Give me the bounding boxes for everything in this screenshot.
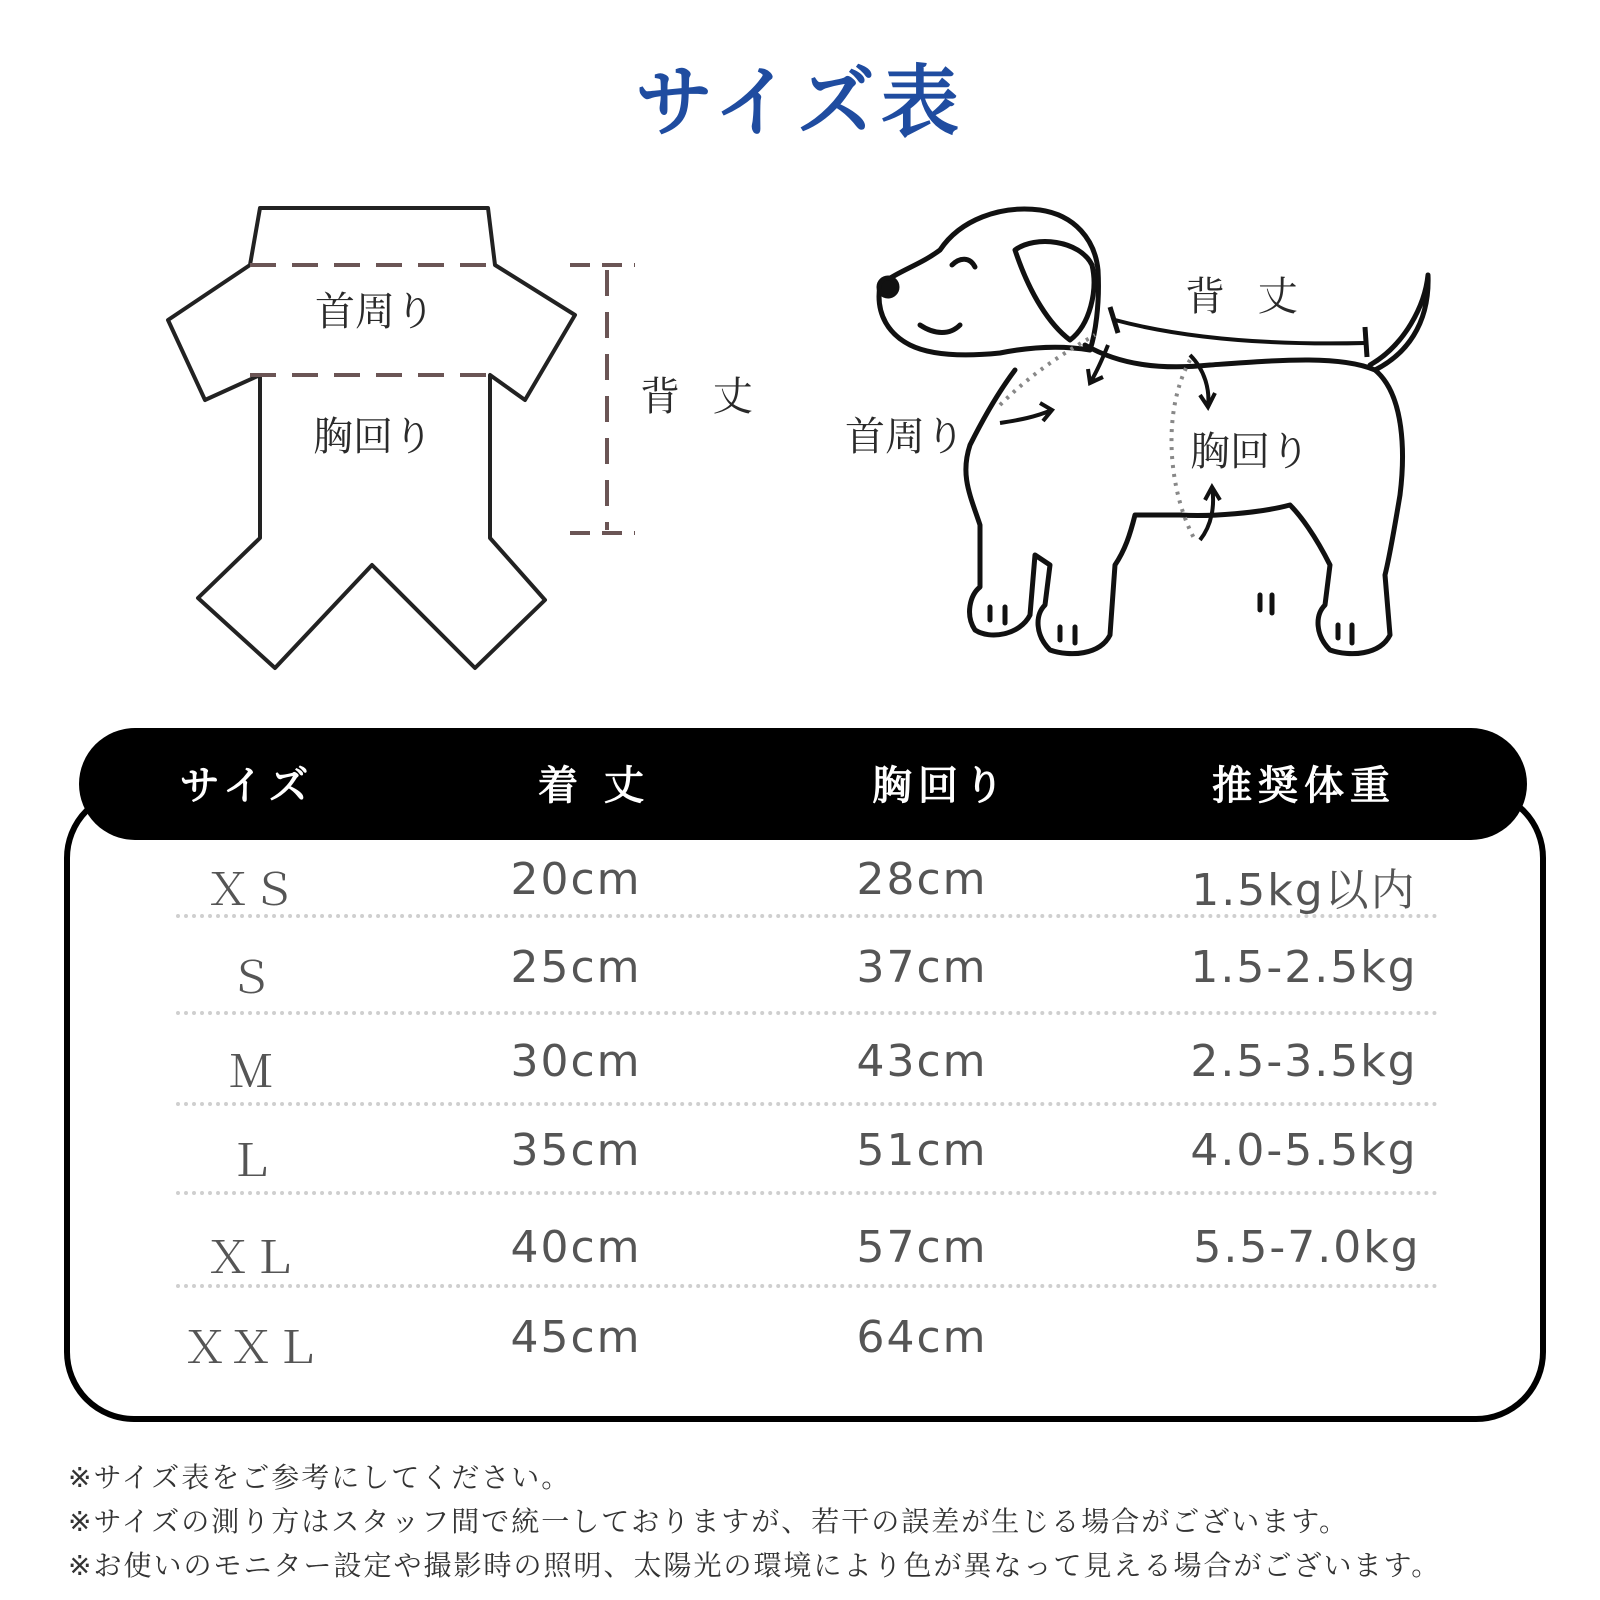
table-row (64, 854, 1542, 942)
dog-ear (1015, 242, 1094, 340)
cell-chest: 51cm (856, 1125, 988, 1176)
row-divider (176, 1011, 1438, 1015)
cell-weight: 5.5-7.0kg (1193, 1222, 1421, 1273)
garment-diagram (150, 190, 770, 690)
dog-nose (879, 278, 897, 296)
garment-neck-label: 首周り (315, 289, 435, 335)
garment-back-length-label: 背 丈 (640, 374, 763, 420)
row-divider (176, 1102, 1438, 1106)
cell-weight: 1.5-2.5kg (1190, 942, 1418, 993)
cell-size: Ｍ (229, 1047, 275, 1098)
cell-size: ＸＳ (206, 865, 298, 916)
table-row (64, 1312, 1542, 1400)
cell-chest: 64cm (856, 1312, 988, 1363)
dog-neck-label: 首周り (845, 414, 965, 460)
dog-back-paw-lines (1260, 595, 1352, 643)
cell-weight: 2.5-3.5kg (1190, 1036, 1418, 1087)
table-row (64, 1036, 1542, 1124)
cell-size: ＸＬ (206, 1233, 298, 1284)
cell-size: Ｓ (229, 953, 275, 1004)
dog-back-label: 背 丈 (1185, 274, 1308, 320)
cell-length: 35cm (510, 1125, 642, 1176)
header-chest: 胸回り (872, 763, 1010, 809)
note-line: ※サイズの測り方はスタッフ間で統一しておりますが、若干の誤差が生じる場合がございます。 (68, 1505, 1349, 1538)
header-length: 着 丈 (538, 763, 650, 809)
notes (68, 1456, 1441, 1588)
dog-mouth (920, 325, 960, 333)
size-table (64, 728, 1542, 1418)
cell-size: Ｌ (229, 1136, 275, 1187)
cell-length: 20cm (510, 854, 642, 905)
cell-length: 30cm (510, 1036, 642, 1087)
row-divider (176, 1191, 1438, 1195)
cell-length: 25cm (510, 942, 642, 993)
cell-chest: 28cm (856, 854, 988, 905)
dog-tail (1370, 275, 1428, 370)
cell-chest: 37cm (856, 942, 988, 993)
dog-back-measure-line (1115, 320, 1365, 343)
dog-body (966, 345, 1403, 654)
table-row (64, 942, 1542, 1030)
cell-length: 45cm (510, 1312, 642, 1363)
header-weight: 推奨体重 (1212, 763, 1396, 809)
row-divider (176, 1284, 1438, 1288)
table-row (64, 1125, 1542, 1213)
header-size: サイズ (179, 763, 315, 809)
cell-length: 40cm (510, 1222, 642, 1273)
note-line: ※サイズ表をご参考にしてください。 (68, 1461, 572, 1494)
dog-chest-label: 胸回り (1190, 429, 1310, 475)
dog-neck-arrow (1000, 403, 1052, 423)
note-line: ※お使いのモニター設定や撮影時の照明、太陽光の環境により色が異なって見える場合がございます。 (68, 1549, 1442, 1582)
cell-chest: 43cm (856, 1036, 988, 1087)
row-divider (176, 914, 1438, 918)
dog-eye (952, 259, 975, 267)
cell-weight: 1.5kg以内 (1191, 865, 1417, 916)
table-row (64, 1222, 1542, 1310)
page-title: サイズ表 (635, 58, 965, 148)
garment-chest-label: 胸回り (313, 414, 433, 460)
cell-size: ＸＸＬ (183, 1323, 321, 1374)
table-header (79, 728, 1527, 840)
dog-head (879, 209, 1098, 355)
cell-weight: 4.0-5.5kg (1190, 1125, 1418, 1176)
cell-chest: 57cm (856, 1222, 988, 1273)
